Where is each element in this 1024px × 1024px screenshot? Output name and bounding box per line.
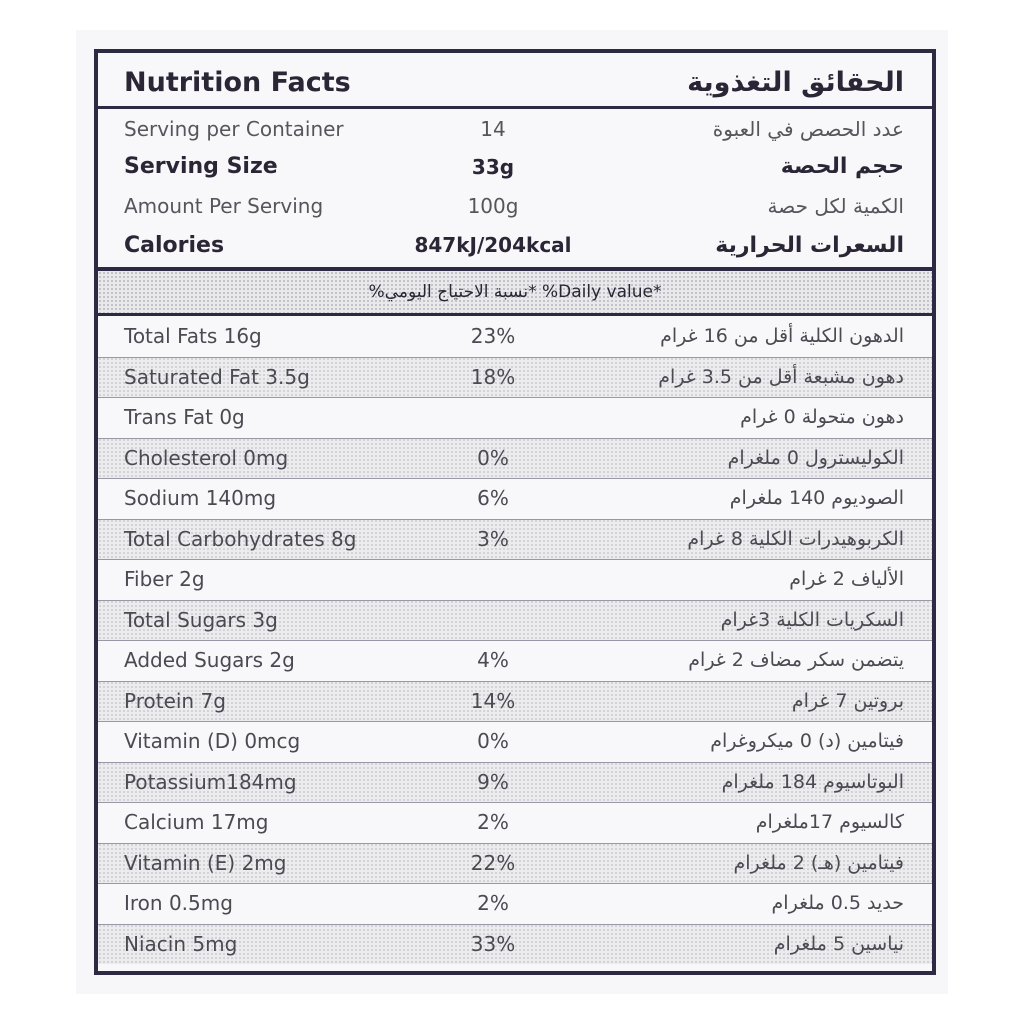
nutrient-name-english: Total Sugars 3g	[124, 607, 278, 632]
nutrient-name-arabic: البوتاسيوم 184 ملغرام	[721, 770, 904, 793]
serving-row	[98, 111, 932, 147]
nutrient-name-english: Calcium 17mg	[124, 810, 269, 835]
nutrient-name-arabic: نياسين 5 ملغرام	[773, 932, 904, 955]
serving-label-arabic: الكمية لكل حصة	[767, 193, 904, 218]
nutrient-daily-value: 2%	[477, 810, 509, 835]
nutrient-daily-value: 22%	[470, 850, 516, 875]
title-arabic: الحقائق التغذوية	[687, 66, 904, 98]
nutrient-name-arabic: دهون مشبعة أقل من 3.5 غرام	[658, 365, 904, 388]
nutrient-name-arabic: فيتامين (هـ) 2 ملغرام	[733, 851, 904, 874]
serving-label-english: Serving per Container	[124, 117, 344, 141]
nutrient-name-arabic: كالسيوم 17ملغرام	[755, 811, 904, 834]
row-separator	[98, 438, 932, 439]
nutrient-name-english: Vitamin (E) 2mg	[124, 850, 287, 875]
nutrient-name-english: Niacin 5mg	[124, 931, 238, 956]
nutrient-row	[98, 802, 932, 843]
nutrient-name-arabic: الألياف 2 غرام	[789, 568, 904, 591]
nutrient-name-arabic: حديد 0.5 ملغرام	[771, 892, 904, 915]
title-row	[98, 57, 932, 107]
serving-label-arabic: حجم الحصة	[780, 154, 904, 179]
nutrient-name-english: Added Sugars 2g	[124, 648, 295, 673]
serving-label-arabic: عدد الحصص في العبوة	[712, 117, 904, 141]
row-separator	[98, 721, 932, 722]
nutrient-name-english: Cholesterol 0mg	[124, 445, 289, 470]
row-separator	[98, 559, 932, 560]
nutrient-daily-value: 6%	[477, 486, 509, 511]
nutrient-daily-value: 18%	[470, 364, 516, 389]
nutrient-name-english: Vitamin (D) 0mcg	[124, 729, 301, 754]
nutrient-row	[98, 924, 932, 965]
nutrient-name-english: Potassium184mg	[124, 769, 297, 794]
serving-label-english: Calories	[124, 232, 225, 258]
nutrient-name-english: Total Fats 16g	[124, 324, 262, 349]
nutrient-name-english: Saturated Fat 3.5g	[124, 364, 310, 389]
nutrient-name-arabic: الكربوهيدرات الكلية 8 غرام	[687, 527, 904, 550]
nutrient-row	[98, 559, 932, 600]
nutrient-row	[98, 438, 932, 479]
nutrient-row	[98, 681, 932, 722]
serving-row	[98, 147, 932, 186]
nutrient-row	[98, 357, 932, 398]
nutrient-row	[98, 600, 932, 641]
serving-value: 100g	[467, 193, 519, 218]
nutrient-name-english: Protein 7g	[124, 688, 226, 713]
nutrient-name-arabic: بروتين 7 غرام	[791, 689, 904, 712]
nutrition-facts-label	[94, 49, 936, 975]
row-separator	[98, 802, 932, 803]
nutrient-name-arabic: الدهون الكلية أقل من 16 غرام	[660, 325, 904, 348]
nutrient-row	[98, 843, 932, 884]
serving-value: 14	[480, 117, 506, 141]
nutrient-daily-value: 0%	[477, 729, 509, 754]
nutrient-row	[98, 519, 932, 560]
nutrient-name-english: Fiber 2g	[124, 567, 205, 592]
nutrient-row	[98, 640, 932, 681]
row-separator	[98, 762, 932, 763]
nutrient-daily-value: 9%	[477, 769, 509, 794]
nutrient-row	[98, 762, 932, 803]
nutrient-name-english: Trans Fat 0g	[124, 405, 245, 430]
daily-value-header: %نسبة الاحتياج اليومي* %Daily value*	[98, 271, 932, 313]
row-separator	[98, 397, 932, 398]
row-separator	[98, 924, 932, 925]
nutrient-daily-value: 33%	[470, 931, 516, 956]
nutrient-daily-value	[428, 559, 558, 600]
serving-row	[98, 186, 932, 225]
nutrient-daily-value: 0%	[477, 445, 509, 470]
nutrient-name-english: Sodium 140mg	[124, 486, 277, 511]
nutrient-daily-value	[428, 397, 558, 438]
nutrient-daily-value: 14%	[470, 688, 516, 713]
nutrient-name-arabic: الصوديوم 140 ملغرام	[729, 487, 904, 510]
row-separator	[98, 478, 932, 479]
nutrient-name-arabic: الكوليسترول 0 ملغرام	[727, 446, 904, 469]
row-separator	[98, 843, 932, 844]
serving-label-english: Serving Size	[124, 154, 278, 179]
nutrient-row	[98, 478, 932, 519]
nutrient-daily-value: 4%	[477, 648, 509, 673]
nutrient-name-english: Total Carbohydrates 8g	[124, 526, 357, 551]
nutrient-row	[98, 397, 932, 438]
nutrient-daily-value: 3%	[477, 526, 509, 551]
row-separator	[98, 883, 932, 884]
serving-value: 33g	[471, 154, 515, 179]
nutrient-row	[98, 721, 932, 762]
serving-value: 847kJ/204kcal	[414, 233, 572, 257]
serving-row	[98, 225, 932, 265]
serving-label-arabic: السعرات الحرارية	[715, 232, 904, 258]
nutrient-daily-value	[428, 600, 558, 641]
row-separator	[98, 600, 932, 601]
nutrient-name-arabic: يتضمن سكر مضاف 2 غرام	[688, 649, 904, 672]
row-separator	[98, 519, 932, 520]
nutrient-name-english: Iron 0.5mg	[124, 891, 233, 916]
row-separator	[98, 640, 932, 641]
title-english: Nutrition Facts	[124, 66, 351, 98]
nutrient-daily-value: 2%	[477, 891, 509, 916]
nutrient-daily-value: 23%	[470, 324, 516, 349]
row-separator	[98, 681, 932, 682]
nutrient-name-arabic: السكريات الكلية 3غرام	[720, 608, 904, 631]
nutrient-name-arabic: دهون متحولة 0 غرام	[740, 406, 904, 429]
nutrient-name-arabic: فيتامين (د) 0 ميكروغرام	[710, 730, 904, 753]
nutrient-row	[98, 316, 932, 357]
row-separator	[98, 357, 932, 358]
serving-label-english: Amount Per Serving	[124, 193, 324, 218]
title-divider	[98, 106, 932, 109]
nutrient-row	[98, 883, 932, 924]
